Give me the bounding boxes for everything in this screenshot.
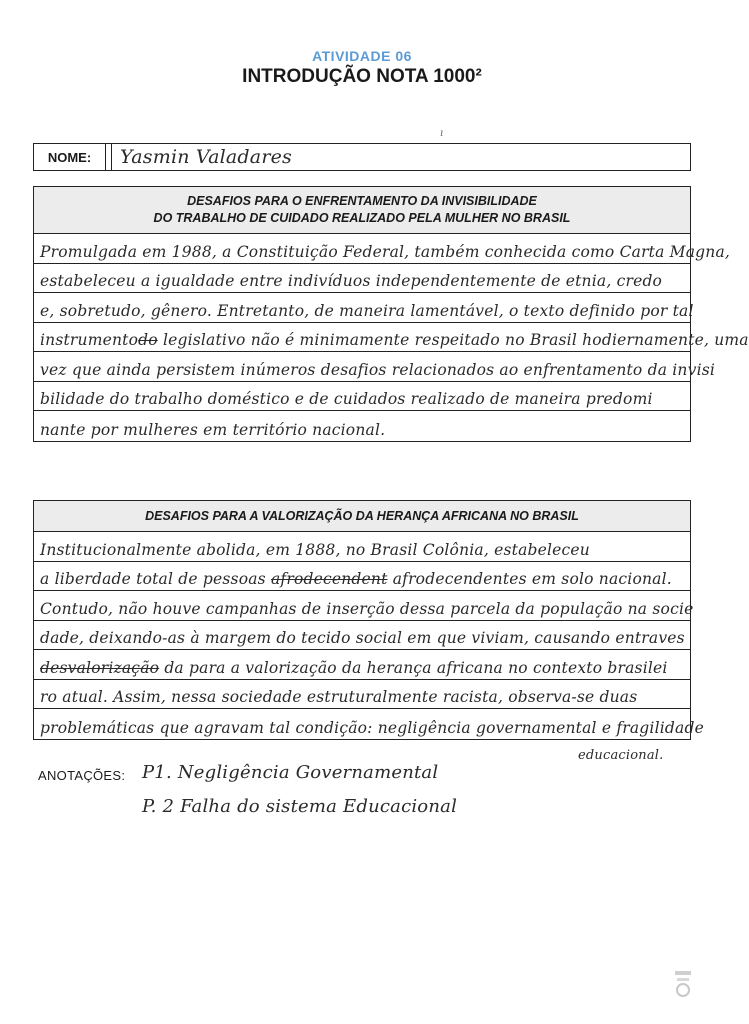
line-fragment: da para a valorização da herança africana no contexto brasilei [164, 658, 668, 677]
line-fragment: afrodecendentes em solo nacional. [392, 570, 672, 588]
notes-label: ANOTAÇÕES: [38, 768, 126, 783]
activity-number: ATIVIDADE 06 [312, 48, 412, 64]
section-heading-line: DESAFIOS PARA O ENFRENTAMENTO DA INVISIBILIDADE [187, 194, 537, 208]
line-fragment: instrumento [40, 331, 139, 349]
line-fragment: legislativo não é minimamente respeitado no Brasil hodiernamente, uma [162, 331, 749, 349]
continuation-word: educacional. [578, 748, 664, 763]
section-heading-line: DO TRABALHO DE CUIDADO REALIZADO PELA MULHER NO BRASIL [153, 211, 571, 225]
handwritten-line: Contudo, não houve campanhas de inserção dessa parcela da população na socie [34, 591, 690, 621]
name-label: NOME: [34, 144, 106, 170]
handwritten-line: bilidade do trabalho doméstico e de cuidados realizado de maneira predomi [34, 382, 690, 412]
handwritten-line: Promulgada em 1988, a Constituição Federal, também conhecida como Carta Magna, [34, 234, 690, 264]
line-fragment: a liberdade total de pessoas [40, 570, 266, 588]
section-heading [34, 501, 690, 532]
handwritten-line [34, 650, 690, 680]
handwritten-line: nante por mulheres em território nacional. [40, 420, 386, 439]
struck-word: do [138, 331, 158, 349]
handwritten-line: problemáticas que agravam tal condição: negligência governamental e fragilidade [40, 718, 704, 737]
handwritten-line: dade, deixando-as à margem do tecido social em que viviam, causando entraves [34, 621, 690, 651]
struck-word: afrodecendent [270, 570, 388, 588]
section-african-heritage [33, 500, 704, 740]
handwritten-line: Institucionalmente abolida, em 1888, no Brasil Colônia, estabeleceu [34, 532, 690, 562]
handwritten-line: ro atual. Assim, nessa sociedade estruturalmente racista, observa-se duas [34, 680, 690, 710]
handwritten-line [34, 323, 749, 353]
section-invisibility-care-work [33, 186, 749, 442]
handwritten-line: estabeleceu a igualdade entre indivíduos independentemente de etnia, credo [34, 264, 690, 294]
handwritten-line: vez que ainda persistem inúmeros desafios relacionados ao enfrentamento da invisi [34, 352, 690, 382]
section-heading [34, 187, 690, 234]
section-heading-line: DESAFIOS PARA A VALORIZAÇÃO DA HERANÇA AFRICANA NO BRASIL [145, 508, 579, 523]
note-item: P1. Negligência Governamental [142, 762, 439, 783]
page-title: INTRODUÇÃO NOTA 1000² [242, 66, 482, 87]
note-item: P. 2 Falha do sistema Educacional [142, 796, 458, 817]
scanner-stamp-icon [672, 968, 694, 998]
stray-pen-mark: ı [440, 128, 444, 139]
struck-word: desvalorização [40, 658, 160, 677]
name-field [33, 143, 691, 171]
handwritten-line: e, sobretudo, gênero. Entretanto, de maneira lamentável, o texto definido por tal [34, 293, 690, 323]
student-name: Yasmin Valadares [120, 146, 292, 168]
handwritten-line [34, 562, 690, 592]
